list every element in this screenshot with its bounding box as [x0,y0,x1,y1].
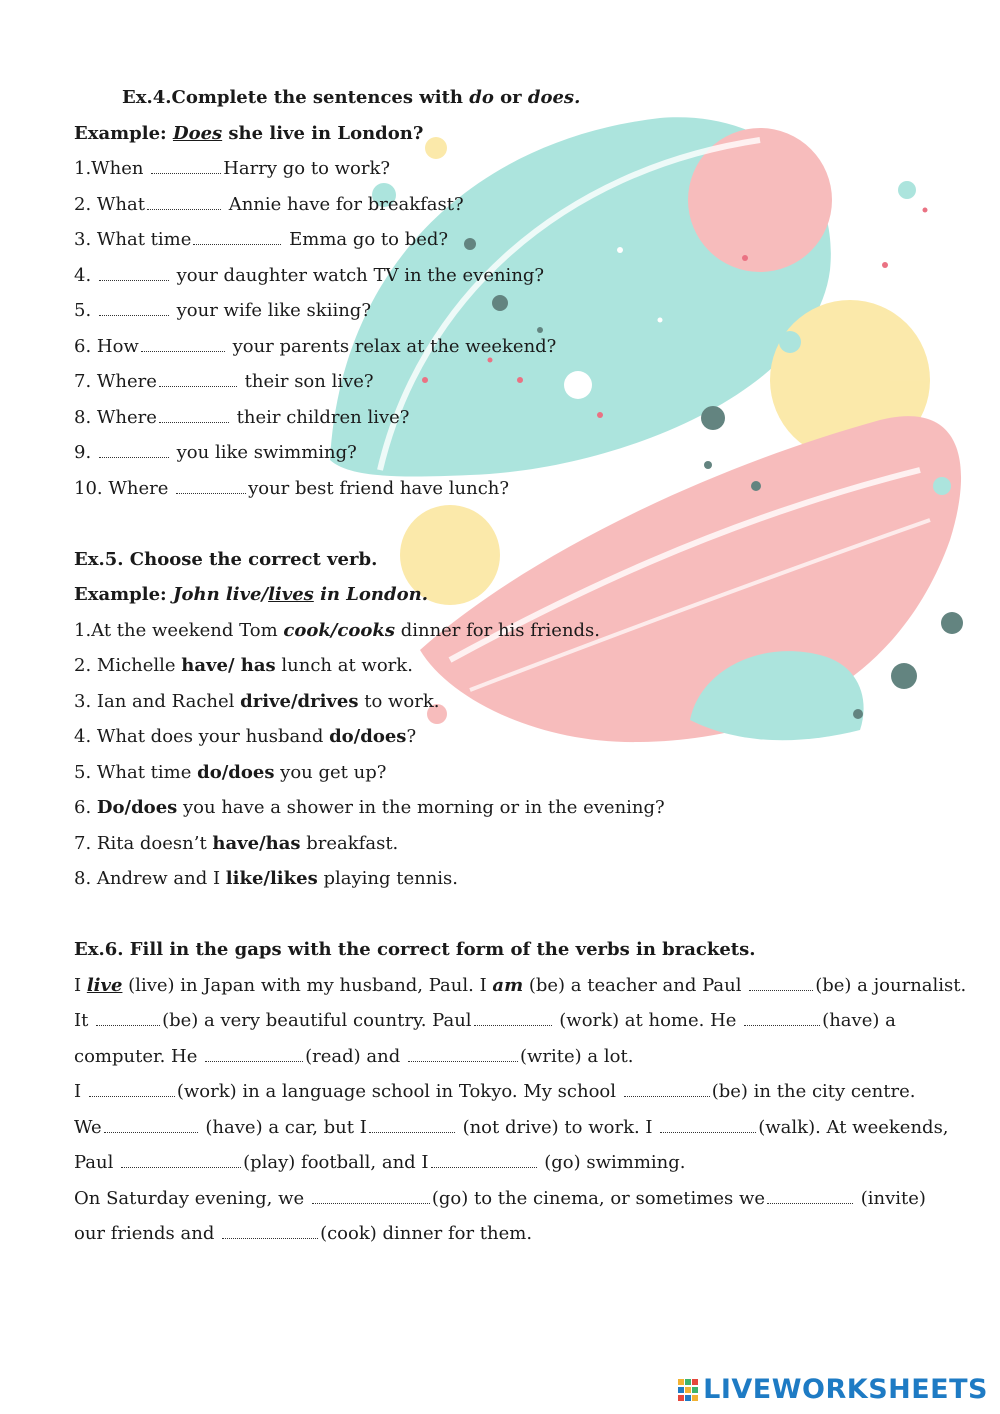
ex4-item-1: 1.When Harry go to work? [74,158,391,179]
ex4-example: Example: Does she live in London? [74,122,424,144]
answer-gap[interactable] [408,1045,518,1062]
answer-gap[interactable] [159,370,237,387]
answer-gap[interactable] [474,1009,552,1026]
liveworksheets-icon [677,1377,699,1403]
answer-gap[interactable] [749,974,813,991]
ex6-title: Ex.6. Fill in the gaps with the correct form of the verbs in brackets. [74,939,756,960]
ex6-line-5: We (have) a car, but I (not drive) to work. I (walk). At weekends, [74,1116,949,1138]
ex4-item-9: 9. you like swimming? [74,442,357,463]
answer-gap[interactable] [99,264,169,281]
ex5-title: Ex.5. Choose the correct verb. [74,548,378,570]
answer-gap[interactable] [369,1116,455,1133]
ex4-item-4: 4. your daughter watch TV in the evening? [74,264,545,286]
verb-choice[interactable]: drive/drives [240,690,359,712]
answer-gap[interactable] [193,228,281,245]
ex4-item-5: 5. your wife like skiing? [74,300,371,321]
answer-gap[interactable] [96,1009,160,1026]
ex4-title: Ex.4.Complete the sentences with do or does. [122,87,581,108]
answer-gap[interactable] [176,477,246,494]
ex5-example: Example: John live/lives in London. [74,584,428,605]
worksheet [74,80,967,1252]
verb-choice[interactable]: have/ has [181,655,276,676]
answer-gap[interactable] [99,299,169,316]
ex5-item-4: 4. What does your husband do/does? [74,726,417,747]
verb-choice[interactable]: Do/does [96,797,178,818]
verb-choice[interactable]: have/has [212,832,301,854]
verb-choice[interactable]: do/does [329,726,407,747]
answer-gap[interactable] [121,1151,241,1168]
answer-gap[interactable] [147,193,221,210]
ex6-line-8: our friends and (cook) dinner for them. [74,1223,533,1244]
answer-gap[interactable] [767,1187,853,1204]
ex5-item-8: 8. Andrew and I like/likes playing tennis. [74,868,459,889]
brand-name: LIVEWORKSHEETS [703,1374,988,1405]
ex4-item-10: 10. Where your best friend have lunch? [74,477,510,499]
ex6-line-1: I live (live) in Japan with my husband, Paul. I am (be) a teacher and Paul (be) a journalist. [74,974,967,996]
ex4-item-8: 8. Where their children live? [74,406,410,428]
verb-choice[interactable]: do/does [197,761,275,783]
ex4-item-6: 6. How your parents relax at the weekend? [74,335,557,357]
answer-gap[interactable] [159,406,229,423]
ex5-item-3: 3. Ian and Rachel drive/drives to work. [74,690,440,712]
verb-choice[interactable]: cook/cooks [283,619,395,641]
answer-gap[interactable] [744,1009,820,1026]
answer-gap[interactable] [141,335,225,352]
ex6-line-3: computer. He (read) and (write) a lot. [74,1045,634,1067]
ex6-line-2: It (be) a very beautiful country. Paul (work) at home. He (have) a [74,1010,896,1031]
ex5-item-5: 5. What time do/does you get up? [74,761,387,783]
answer-gap[interactable] [312,1187,430,1204]
answer-gap[interactable] [660,1116,756,1133]
ex5-item-1: 1.At the weekend Tom cook/cooks dinner for his friends. [74,619,601,641]
ex6-line-4: I (work) in a language school in Tokyo. My school (be) in the city centre. [74,1081,916,1102]
ex4-item-2: 2. What Annie have for breakfast? [74,193,464,215]
answer-gap[interactable] [151,157,221,174]
answer-gap[interactable] [431,1151,537,1168]
liveworksheets-logo [677,1374,988,1405]
ex5-item-6: 6. Do/does you have a shower in the morning or in the evening? [74,797,665,818]
answer-gap[interactable] [205,1045,303,1062]
ex5-item-2: 2. Michelle have/ has lunch at work. [74,655,413,676]
ex4-item-3: 3. What time Emma go to bed? [74,229,449,250]
answer-gap[interactable] [624,1080,710,1097]
ex6-line-6: Paul (play) football, and I (go) swimming. [74,1152,686,1173]
answer-gap[interactable] [89,1080,175,1097]
answer-gap[interactable] [99,441,169,458]
ex4-item-7: 7. Where their son live? [74,371,374,392]
answer-gap[interactable] [104,1116,198,1133]
ex6-line-7: On Saturday evening, we (go) to the cinema, or sometimes we (invite) [74,1187,926,1209]
verb-choice[interactable]: like/likes [225,868,318,889]
ex5-item-7: 7. Rita doesn’t have/has breakfast. [74,832,399,854]
answer-gap[interactable] [222,1222,318,1239]
